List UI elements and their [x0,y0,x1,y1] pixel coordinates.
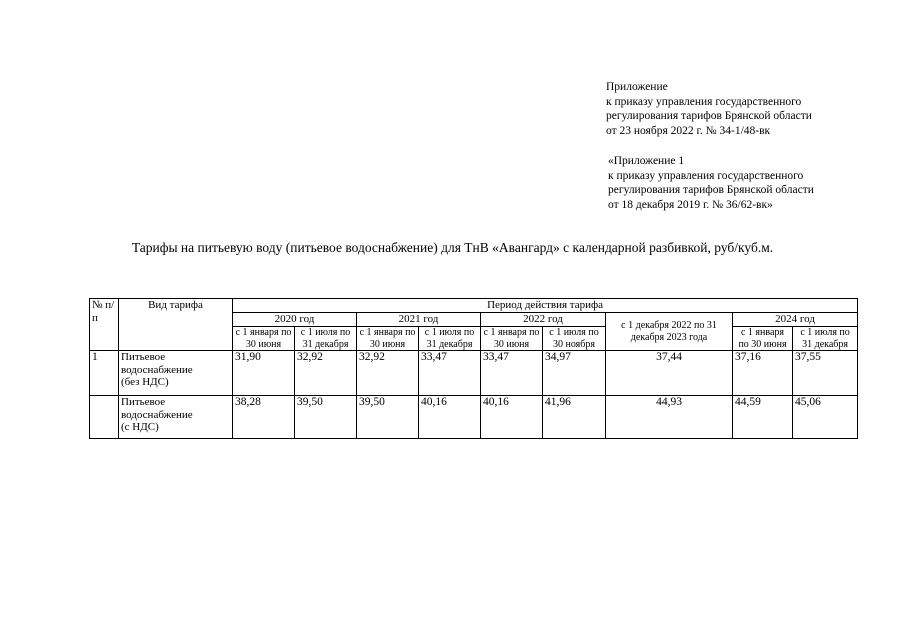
tariff-type-line: (с НДС) [121,421,159,433]
appendix-1-line: «Приложение 1 [608,155,685,167]
tariff-value: 45,06 [793,396,858,439]
table-row [90,351,858,396]
subperiod-header: с 1 января по 30 июня [733,327,793,351]
appendix-line: Приложение [606,81,668,93]
row-number: 1 [90,351,119,396]
tariff-type-label [119,396,233,439]
tariff-value: 37,44 [606,351,733,396]
subperiod-header: с 1 января по 30 июня [357,327,419,351]
subperiod-header: с 1 января по 30 июня [233,327,295,351]
tariff-value: 33,47 [481,351,543,396]
subperiod-header: с 1 июля по 31 декабря [295,327,357,351]
subperiod-header: с 1 июля по 31 декабря [419,327,481,351]
tariff-type-line: водоснабжение [121,408,193,421]
tariff-value: 32,92 [295,351,357,396]
tariff-value: 39,50 [357,396,419,439]
year-2020-header: 2020 год [233,313,357,327]
tariff-type-line: водоснабжение [121,363,193,376]
tariff-type-line: Питьевое [121,351,166,363]
subperiod-header: с 1 июля по 31 декабря [793,327,858,351]
appendix-header [606,80,812,138]
tariff-value: 40,16 [419,396,481,439]
table-row [90,396,858,439]
subperiod-header: с 1 июля по 30 ноября [543,327,606,351]
year-2021-header: 2021 год [357,313,481,327]
dec2022-2023-header: с 1 декабря 2022 по 31 декабря 2023 года [606,313,733,351]
subperiod-header: с 1 января по 30 июня [481,327,543,351]
tariff-value: 33,47 [419,351,481,396]
tariff-value: 39,50 [295,396,357,439]
appendix-1-line: к приказу управления государственного [608,169,804,182]
appendix-1-header [608,154,814,212]
tariff-type-line: (без НДС) [121,376,169,388]
tariff-type-label [119,351,233,396]
tariff-value: 41,96 [543,396,606,439]
tariff-value: 38,28 [233,396,295,439]
document-title: Тарифы на питьевую воду (питьевое водоснабжение) для ТнВ «Авангард» с календарной разбивкой, руб/куб.м. [131,240,774,255]
tariff-value: 44,59 [733,396,793,439]
num-header: № п/п [90,299,119,351]
appendix-line: от 23 ноября 2022 г. № 34-1/48-вк [606,124,771,137]
table-header-row [90,299,858,313]
appendix-1-line: регулирования тарифов Брянской области [608,184,814,196]
tariff-type-line: Питьевое [121,396,166,408]
period-header: Период действия тарифа [233,299,858,313]
row-number [90,396,119,439]
tariff-value: 44,93 [606,396,733,439]
appendix-line: к приказу управления государственного [606,95,802,108]
type-header: Вид тарифа [119,299,233,351]
tariff-value: 40,16 [481,396,543,439]
year-2022-header: 2022 год [481,313,606,327]
tariff-value: 37,16 [733,351,793,396]
tariff-value: 31,90 [233,351,295,396]
appendix-line: регулирования тарифов Брянской области [606,110,812,122]
appendix-1-line: от 18 декабря 2019 г. № 36/62-вк» [608,198,773,211]
tariff-value: 32,92 [357,351,419,396]
tariff-table [89,298,858,439]
year-2024-header: 2024 год [733,313,858,327]
tariff-value: 34,97 [543,351,606,396]
tariff-value: 37,55 [793,351,858,396]
